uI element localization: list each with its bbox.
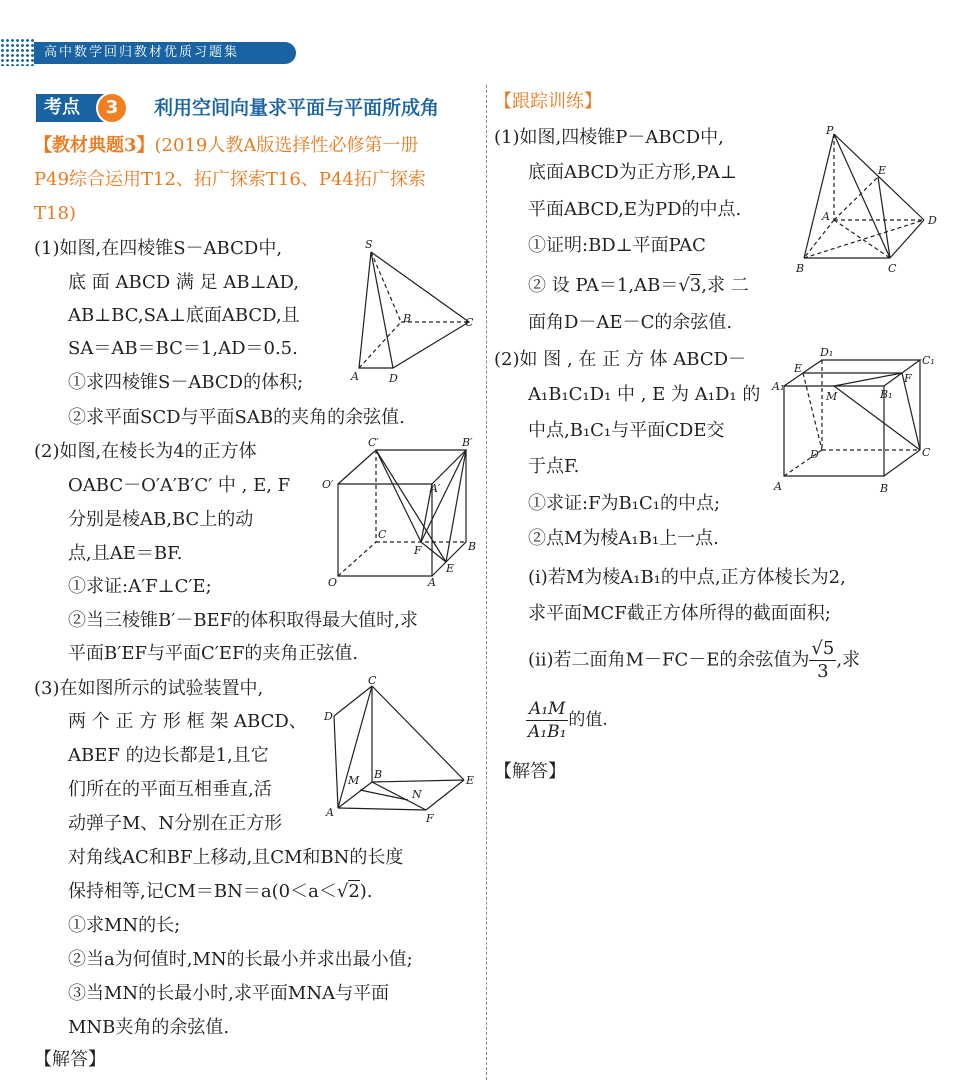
q2-line7: (ⅰ)若M为棱A₁B₁的中点,正方体棱长为2, [528, 567, 846, 588]
fig4-label-e: E [878, 164, 887, 177]
p3-line2: 两 个 正 方 形 框 架 ABCD、 [68, 711, 307, 732]
fig4-label-c: C [888, 262, 897, 275]
column-divider [486, 85, 487, 1080]
follow-up-tag: 【跟踪训练】 [494, 91, 602, 112]
q2-line6: ②点M为棱A₁B₁上一点. [528, 528, 719, 549]
p1-line3: AB⊥BC,SA⊥底面ABCD,且 [68, 305, 300, 326]
p2-line5: ①求证:A′F⊥C′E; [68, 576, 212, 597]
q2-line8: 求平面MCF截正方体所得的截面面积; [528, 603, 831, 624]
p2-line6: ②当三棱锥B′－BEF的体积取得最大值时,求 [68, 610, 418, 631]
fig2-label-e: E [446, 562, 455, 575]
p3-line7 [68, 876, 373, 908]
fig1-label-c: C [465, 316, 474, 329]
fig3-label-e: E [466, 774, 475, 787]
section-label: 考点 [36, 94, 110, 122]
fig5-m-f [834, 373, 902, 386]
p1-line6: ②求平面SCD与平面SAB的夹角的余弦值. [68, 407, 405, 428]
q1-line5-end: ,求 二 [701, 275, 749, 296]
fig5-label-m: M [826, 390, 838, 403]
q2-line1: (2)如 图 , 在 正 方 体 ABCD－ [494, 349, 747, 370]
q2-line3: 中点,B₁C₁与平面CDE交 [528, 420, 725, 441]
fig4-label-p: P [826, 124, 834, 137]
book-title: 高中数学回归教材优质习题集 [44, 45, 240, 60]
p1-line2: 底 面 ABCD 满 足 AB⊥AD, [68, 272, 300, 293]
q2-line9-end: ,求 [836, 649, 861, 671]
fig2-hidden-oc [338, 542, 376, 576]
p2-line1: (2)如图,在棱长为4的正方体 [34, 441, 257, 462]
fig5-label-d: D [810, 448, 819, 461]
fig2-label-b-prime: B′ [462, 436, 473, 449]
fig5-label-b: B [880, 482, 889, 495]
figure-cube-abcd-a1b1c1d1 [772, 346, 942, 496]
p2-line2: OABC－O′A′B′C′ 中 , E, F [68, 475, 291, 496]
fig5-label-c: C [922, 446, 931, 459]
fig1-label-a: A [351, 370, 359, 383]
section-number: 3 [96, 92, 128, 124]
fig2-label-o-prime: O′ [322, 478, 334, 491]
fig1-label-s: S [365, 238, 373, 251]
textbook-source-line2: P49综合运用T12、拓广探索T16、P44拓广探索 [34, 169, 426, 190]
fig2-top-back [338, 450, 466, 484]
fig3-label-c: C [368, 674, 377, 687]
fig2-b-f [421, 450, 466, 542]
textbook-source-line3: T18) [34, 203, 76, 224]
sqrt-sign: √ [336, 881, 349, 902]
p1-line1: (1)如图,在四棱锥S－ABCD中, [34, 238, 283, 259]
fig3-label-f: F [426, 812, 434, 825]
p3-line9: ②当a为何值时,MN的长最小并求出最小值; [68, 949, 413, 970]
fig5-label-f: F [904, 372, 912, 385]
left-answer-label: 【解答】 [34, 1049, 106, 1070]
fig3-edge-c-d [334, 686, 372, 716]
q2-line10-end: 的值. [568, 710, 608, 730]
fig2-label-c-prime: C′ [368, 436, 379, 449]
p2-line4: 点,且AE＝BF. [68, 543, 183, 564]
fig5-label-a: A [774, 480, 782, 493]
fig5-e-d [803, 373, 822, 450]
fig2-c-e [376, 450, 446, 562]
fig3-label-b: B [374, 768, 383, 781]
fig5-label-b1: B₁ [880, 388, 893, 401]
p2-line7: 平面B′EF与平面C′EF的夹角正弦值. [68, 643, 359, 664]
figure-pyramid-s-abcd [345, 238, 480, 388]
fig5-right-edges [884, 360, 920, 476]
figure-pyramid-p-abcd [790, 124, 950, 274]
q1-line5 [528, 270, 749, 302]
textbook-tag: 【教材典题3】 [34, 135, 155, 156]
p2-line3: 分别是棱AB,BC上的动 [68, 509, 254, 530]
fig3-label-m: M [348, 774, 360, 787]
fig3-edge-b-e [372, 780, 464, 782]
figure-cube-oabc [322, 436, 482, 588]
textbook-source-line1 [34, 130, 418, 162]
fig4-edge-pd [834, 134, 924, 220]
sqrt-sign-q1: √ [678, 275, 690, 296]
fraction-sqrt5-over-3 [809, 638, 836, 683]
fig3-segment-mn [360, 790, 408, 800]
fig4-edge-pc [834, 134, 890, 258]
fig2-label-o: O [328, 576, 338, 589]
q1-line6: 面角D－AE－C的余弦值. [528, 312, 733, 333]
fig2-label-b: B [468, 540, 477, 553]
q1-line2: 底面ABCD为正方形,PA⊥ [528, 162, 737, 183]
q2-line2: A₁B₁C₁D₁ 中 , E 为 A₁D₁ 的 [528, 384, 761, 405]
fraction-numerator: √5 [811, 638, 835, 659]
fig1-label-d: D [389, 372, 398, 385]
p3-line10: ③当MN的长最小时,求平面MNA与平面 [68, 983, 390, 1004]
fig1-edge-ab [359, 322, 401, 368]
fig3-label-n: N [412, 788, 422, 801]
textbook-source: (2019人教A版选择性必修第一册 [154, 135, 419, 156]
p1-line4: SA＝AB＝BC＝1,AD＝0.5. [68, 338, 298, 359]
fig5-label-c1: C₁ [922, 354, 935, 367]
header-dot-pattern [0, 38, 34, 66]
fig2-label-a-prime: A′ [430, 482, 441, 495]
fraction-denominator: 3 [817, 661, 829, 682]
p3-line4: 们所在的平面互相垂直,活 [68, 779, 272, 800]
fig3-edge-c-a [338, 686, 372, 808]
fraction-a1m-over-a1b1 [526, 698, 568, 743]
p1-line5: ①求四棱锥S－ABCD的体积; [68, 372, 304, 393]
q1-line1: (1)如图,四棱锥P－ABCD中, [494, 127, 724, 148]
p3-line8: ①求MN的长; [68, 915, 181, 936]
fig2-label-c: C [378, 528, 387, 541]
fig5-label-a1: A₁ [772, 380, 785, 393]
fig4-label-b: B [796, 262, 805, 275]
fig5-label-e: E [794, 362, 803, 375]
q2-line9-text: (ⅱ)若二面角M－FC－E的余弦值为 [528, 649, 810, 671]
p3-line5: 动弹子M、N分别在正方形 [68, 813, 283, 834]
fraction-denominator-a1b1: A₁B₁ [528, 722, 567, 742]
q1-radicand: 3 [689, 275, 702, 296]
fig2-f-e [421, 542, 446, 562]
fraction-numerator-a1m: A₁M [526, 698, 568, 721]
q2-line10 [526, 698, 608, 743]
q2-line9 [528, 638, 860, 683]
q1-line5-text: ② 设 PA＝1,AB＝ [528, 275, 679, 296]
fig2-right-edges [432, 450, 466, 576]
p3-line7-end: ). [359, 881, 373, 902]
right-answer-label: 【解答】 [494, 761, 566, 782]
fig3-edge-a-f [338, 808, 426, 810]
fig3-edge-d-a [334, 716, 338, 808]
fig3-label-a: A [326, 806, 334, 819]
fig3-label-d: D [324, 710, 333, 723]
q1-line3: 平面ABCD,E为PD的中点. [528, 199, 742, 220]
p3-radicand: 2 [348, 881, 360, 902]
p3-line6: 对角线AC和BF上移动,且CM和BN的长度 [68, 847, 404, 868]
fig4-edge-bd [804, 220, 924, 258]
fig2-label-f: F [414, 544, 422, 557]
q1-line4: ①证明:BD⊥平面PAC [528, 235, 706, 256]
fig5-label-d1: D₁ [820, 346, 834, 359]
p3-line7-text: 保持相等,记CM＝BN＝a(0＜a＜ [68, 881, 337, 902]
section-title: 利用空间向量求平面与平面所成角 [154, 97, 440, 119]
fig4-label-a: A [822, 210, 830, 223]
fig3-edge-f-e [426, 780, 464, 810]
q2-line5: ①求证:F为B₁C₁的中点; [528, 493, 721, 514]
q2-line4: 于点F. [528, 456, 580, 477]
fig2-label-a: A [428, 576, 436, 589]
p3-line11: MNB夹角的余弦值. [68, 1017, 230, 1038]
p3-line1: (3)在如图所示的试验装置中, [34, 678, 264, 699]
fig4-label-d: D [928, 214, 937, 227]
fig1-label-b: B [403, 312, 412, 325]
fig3-edge-c-e [372, 686, 464, 780]
p3-line3: ABEF 的边长都是1,且它 [68, 745, 269, 766]
figure-square-frames [322, 672, 482, 832]
